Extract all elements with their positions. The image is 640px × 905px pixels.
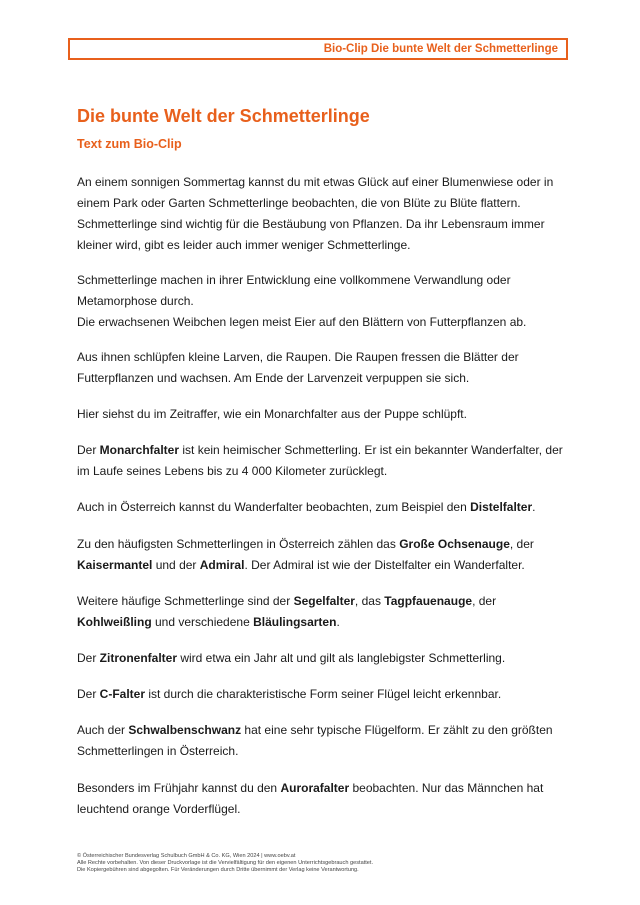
species-name: Kaisermantel xyxy=(77,558,153,572)
footer-line: © Österreichischer Bundesverlag Schulbuch GmbH & Co. KG, Wien 2024 | www.oebv.at xyxy=(77,853,296,859)
paragraph-monarch: Der Monarchfalter ist kein heimischer Schmetterling. Er ist ein bekannter Wanderfalter, der im Laufe seines Lebens bis zu 4 000 Kilometer zurücklegt. xyxy=(77,443,563,478)
species-name: C-Falter xyxy=(99,687,146,701)
header-box xyxy=(68,38,568,60)
paragraph-orangetip: Besonders im Frühjahr kannst du den Aurorafalter beobachten. Nur das Männchen hat leuchtend orange Vorderflügel. xyxy=(77,781,544,816)
paragraph-comma: Der C-Falter ist durch die charakteristische Form seiner Flügel leicht erkennbar. xyxy=(77,687,502,701)
paragraph-migrants: Auch in Österreich kannst du Wanderfalter beobachten, zum Beispiel den Distelfalter. xyxy=(77,500,536,514)
page-title: Die bunte Welt der Schmetterlinge xyxy=(77,106,370,126)
page-subtitle: Text zum Bio-Clip xyxy=(77,137,182,151)
paragraph-intro: An einem sonnigen Sommertag kannst du mit etwas Glück auf einer Blumenwiese oder in einem Park oder Garten Schmetterlinge beobachten, die von Blüte zu Blüte flattern. Schmetterlinge sind wichtig für die Bestäubung von Pflanzen. Da ihr Lebensraum immer kleiner wird, gibt es leider auch immer weniger Schmetterlinge. xyxy=(77,175,554,252)
species-name: Distelfalter xyxy=(470,500,533,514)
paragraph-timelapse: Hier siehst du im Zeitraffer, wie ein Monarchfalter aus der Puppe schlüpft. xyxy=(77,407,467,421)
species-name: Aurorafalter xyxy=(280,781,350,795)
species-name: Große Ochsenauge xyxy=(399,537,510,551)
paragraph-further: Weitere häufige Schmetterlinge sind der Segelfalter, das Tagpfauenauge, der Kohlweißling und verschiedene Bläulingsarten. xyxy=(77,594,497,629)
species-name: Schwalbenschwanz xyxy=(128,723,242,737)
species-name: Zitronenfalter xyxy=(99,651,178,665)
species-name: Monarchfalter xyxy=(99,443,180,457)
paragraph-larvae: Aus ihnen schlüpfen kleine Larven, die Raupen. Die Raupen fressen die Blätter der Futterpflanzen und wachsen. Am Ende der Larvenzeit verpuppen sie sich. xyxy=(77,350,519,385)
footer-line: Alle Rechte vorbehalten. Von dieser Druckvorlage ist die Vervielfältigung für den eigenen Unterrichtsgebrauch gestattet. xyxy=(77,860,374,866)
species-name: Tagpfauenauge xyxy=(384,594,473,608)
species-name: Admiral xyxy=(199,558,245,572)
species-name: Segelfalter xyxy=(293,594,355,608)
footer-line: Die Kopiergebühren sind abgegolten. Für Veränderungen durch Dritte übernimmt der Verlag keine Verantwortung. xyxy=(77,867,359,873)
paragraph-swallowtail: Auch der Schwalbenschwanz hat eine sehr typische Flügelform. Er zählt zu den größten Schmetterlingen in Österreich. xyxy=(77,723,553,758)
footer-copyright xyxy=(77,853,577,874)
species-name: Bläulingsarten xyxy=(253,615,337,629)
paragraph-common: Zu den häufigsten Schmetterlingen in Österreich zählen das Große Ochsenauge, der Kaisermantel und der Admiral. Der Admiral ist wie der Distelfalter ein Wanderfalter. xyxy=(77,537,534,572)
header-label: Bio-Clip Die bunte Welt der Schmetterlinge xyxy=(323,43,558,55)
paragraph-metamorphosis: Schmetterlinge machen in ihrer Entwicklung eine vollkommene Verwandlung oder Metamorphose durch. Die erwachsenen Weibchen legen meist Eier auf den Blättern von Futterpflanzen ab. xyxy=(77,273,527,329)
paragraph-brimstone: Der Zitronenfalter wird etwa ein Jahr alt und gilt als langlebigster Schmetterling. xyxy=(77,651,506,665)
species-name: Kohlweißling xyxy=(77,615,152,629)
